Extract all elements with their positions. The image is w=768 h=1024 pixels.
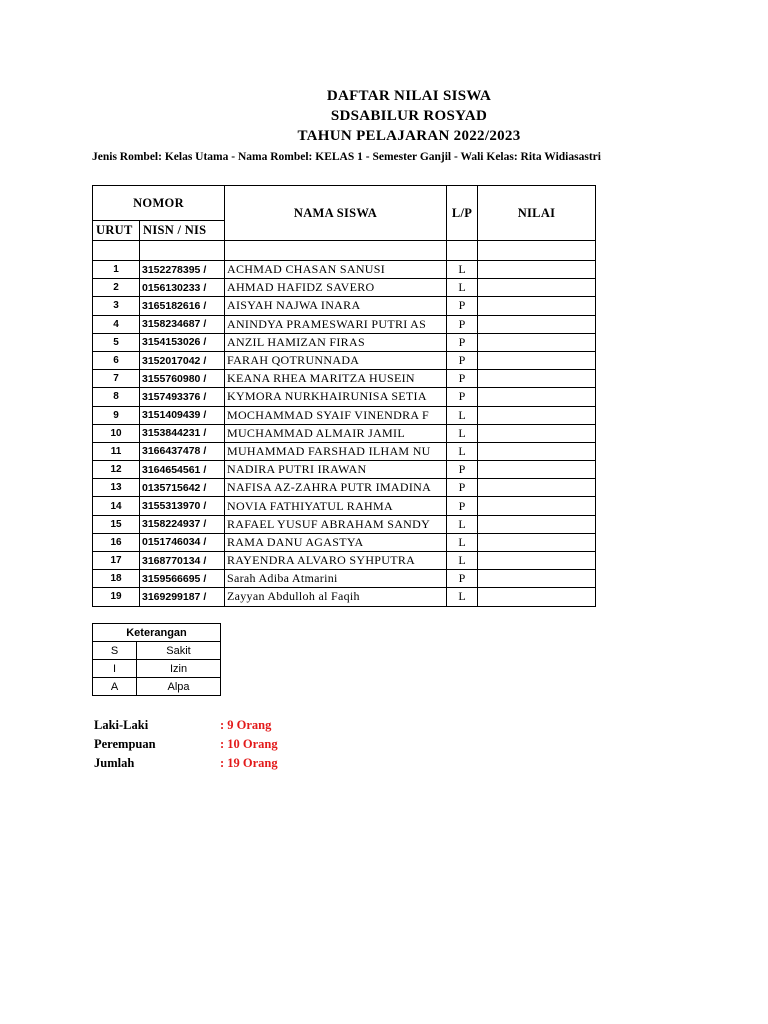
row-name: AHMAD HAFIDZ SAVERO	[225, 279, 447, 297]
spacer-cell	[140, 241, 225, 261]
row-grade	[478, 351, 596, 369]
row-nisn: 0156130233 /	[140, 279, 225, 297]
row-gender: L	[447, 515, 478, 533]
row-name: ACHMAD CHASAN SANUSI	[225, 261, 447, 279]
row-name: NOVIA FATHIYATUL RAHMA	[225, 497, 447, 515]
row-name: Zayyan Abdulloh al Faqih	[225, 588, 447, 606]
row-name: FARAH QOTRUNNADA	[225, 351, 447, 369]
table-row	[93, 424, 596, 442]
female-count: : 10 Orang	[220, 737, 278, 751]
document-title: DAFTAR NILAI SISWA	[326, 88, 492, 104]
row-number: 5	[93, 333, 140, 351]
row-grade	[478, 370, 596, 388]
row-nisn: 3158234687 /	[140, 315, 225, 333]
male-label: Laki-Laki	[94, 718, 149, 732]
row-number: 14	[93, 497, 140, 515]
row-gender: L	[447, 279, 478, 297]
row-nisn: 3151409439 /	[140, 406, 225, 424]
row-gender: P	[447, 570, 478, 588]
row-number: 10	[93, 424, 140, 442]
row-number: 15	[93, 515, 140, 533]
row-grade	[478, 552, 596, 570]
row-nisn: 3154153026 /	[140, 333, 225, 351]
row-nisn: 3159566695 /	[140, 570, 225, 588]
legend-row	[93, 660, 221, 678]
legend-row	[93, 642, 221, 660]
row-grade	[478, 424, 596, 442]
table-row	[93, 406, 596, 424]
row-gender: P	[447, 461, 478, 479]
header-urut: URUT	[93, 221, 140, 241]
row-name: AISYAH NAJWA INARA	[225, 297, 447, 315]
table-row	[93, 351, 596, 369]
table-row	[93, 533, 596, 551]
row-number: 16	[93, 533, 140, 551]
header-nomor: NOMOR	[93, 186, 225, 221]
row-name: Sarah Adiba Atmarini	[225, 570, 447, 588]
row-grade	[478, 497, 596, 515]
row-number: 7	[93, 370, 140, 388]
table-row	[93, 570, 596, 588]
row-grade	[478, 261, 596, 279]
row-gender: L	[447, 588, 478, 606]
row-grade	[478, 479, 596, 497]
row-grade	[478, 533, 596, 551]
total-count: : 19 Orang	[220, 756, 278, 770]
row-nisn: 3168770134 /	[140, 552, 225, 570]
row-number: 4	[93, 315, 140, 333]
table-row	[93, 297, 596, 315]
row-number: 3	[93, 297, 140, 315]
row-number: 11	[93, 442, 140, 460]
row-grade	[478, 315, 596, 333]
spacer-row	[93, 241, 596, 261]
row-grade	[478, 588, 596, 606]
male-count: : 9 Orang	[220, 718, 272, 732]
row-gender: P	[447, 315, 478, 333]
row-nisn: 3155313970 /	[140, 497, 225, 515]
row-gender: L	[447, 406, 478, 424]
school-name: SDSABILUR ROSYAD	[330, 108, 488, 124]
row-name: RAYENDRA ALVARO SYHPUTRA	[225, 552, 447, 570]
legend-label: Izin	[137, 660, 221, 678]
row-grade	[478, 461, 596, 479]
row-number: 17	[93, 552, 140, 570]
legend-code: S	[93, 642, 137, 660]
row-gender: P	[447, 333, 478, 351]
row-gender: L	[447, 261, 478, 279]
row-nisn: 3165182616 /	[140, 297, 225, 315]
row-grade	[478, 388, 596, 406]
table-row	[93, 388, 596, 406]
table-row	[93, 261, 596, 279]
row-name: MUCHAMMAD ALMAIR JAMIL	[225, 424, 447, 442]
spacer-cell	[447, 241, 478, 261]
row-name: ANZIL HAMIZAN FIRAS	[225, 333, 447, 351]
table-row	[93, 479, 596, 497]
row-name: KEANA RHEA MARITZA HUSEIN	[225, 370, 447, 388]
row-name: MOCHAMMAD SYAIF VINENDRA F	[225, 406, 447, 424]
legend-title: Keterangan	[93, 624, 221, 642]
header-nisn: NISN / NIS	[140, 221, 225, 241]
row-grade	[478, 570, 596, 588]
row-gender: P	[447, 351, 478, 369]
row-gender: P	[447, 388, 478, 406]
row-gender: L	[447, 424, 478, 442]
header-row-1	[93, 186, 596, 221]
row-name: NAFISA AZ-ZAHRA PUTR IMADINA	[225, 479, 447, 497]
row-nisn: 3169299187 /	[140, 588, 225, 606]
academic-year: TAHUN PELAJARAN 2022/2023	[297, 128, 521, 144]
row-number: 6	[93, 351, 140, 369]
row-name: KYMORA NURKHAIRUNISA SETIA	[225, 388, 447, 406]
legend-code: I	[93, 660, 137, 678]
row-grade	[478, 333, 596, 351]
row-gender: P	[447, 497, 478, 515]
row-name: NADIRA PUTRI IRAWAN	[225, 461, 447, 479]
row-nisn: 3153844231 /	[140, 424, 225, 442]
row-grade	[478, 279, 596, 297]
grades-table	[92, 185, 596, 607]
row-number: 1	[93, 261, 140, 279]
row-gender: P	[447, 479, 478, 497]
row-number: 12	[93, 461, 140, 479]
row-nisn: 3158224937 /	[140, 515, 225, 533]
table-row	[93, 333, 596, 351]
row-number: 19	[93, 588, 140, 606]
row-nisn: 3152017042 /	[140, 351, 225, 369]
row-name: RAFAEL YUSUF ABRAHAM SANDY	[225, 515, 447, 533]
row-gender: L	[447, 533, 478, 551]
table-row	[93, 588, 596, 606]
legend-label: Sakit	[137, 642, 221, 660]
spacer-cell	[93, 241, 140, 261]
spacer-cell	[225, 241, 447, 261]
total-label: Jumlah	[94, 756, 135, 770]
row-number: 18	[93, 570, 140, 588]
row-nisn: 3164654561 /	[140, 461, 225, 479]
class-info: Jenis Rombel: Kelas Utama - Nama Rombel: KELAS 1 - Semester Ganjil - Wali Kelas: Rita Widiasastri	[92, 151, 601, 163]
row-nisn: 3152278395 /	[140, 261, 225, 279]
row-number: 9	[93, 406, 140, 424]
row-nisn: 3155760980 /	[140, 370, 225, 388]
row-gender: P	[447, 370, 478, 388]
row-name: ANINDYA PRAMESWARI PUTRI AS	[225, 315, 447, 333]
row-nisn: 0135715642 /	[140, 479, 225, 497]
row-nisn: 3166437478 /	[140, 442, 225, 460]
spacer-cell	[478, 241, 596, 261]
header-lp: L/P	[447, 186, 478, 241]
table-row	[93, 442, 596, 460]
row-name: MUHAMMAD FARSHAD ILHAM NU	[225, 442, 447, 460]
row-number: 13	[93, 479, 140, 497]
header-nilai: NILAI	[478, 186, 596, 241]
row-grade	[478, 406, 596, 424]
female-label: Perempuan	[94, 737, 156, 751]
legend-row	[93, 678, 221, 696]
table-row	[93, 552, 596, 570]
header-nama: NAMA SISWA	[225, 186, 447, 241]
row-grade	[478, 515, 596, 533]
table-row	[93, 497, 596, 515]
table-row	[93, 315, 596, 333]
legend-code: A	[93, 678, 137, 696]
row-gender: L	[447, 442, 478, 460]
row-gender: P	[447, 297, 478, 315]
row-number: 8	[93, 388, 140, 406]
table-row	[93, 515, 596, 533]
table-row	[93, 461, 596, 479]
legend-header-row	[93, 624, 221, 642]
row-nisn: 0151746034 /	[140, 533, 225, 551]
legend-table	[92, 623, 221, 696]
row-name: RAMA DANU AGASTYA	[225, 533, 447, 551]
legend-label: Alpa	[137, 678, 221, 696]
row-gender: L	[447, 552, 478, 570]
row-number: 2	[93, 279, 140, 297]
row-nisn: 3157493376 /	[140, 388, 225, 406]
table-row	[93, 279, 596, 297]
row-grade	[478, 297, 596, 315]
table-row	[93, 370, 596, 388]
row-grade	[478, 442, 596, 460]
